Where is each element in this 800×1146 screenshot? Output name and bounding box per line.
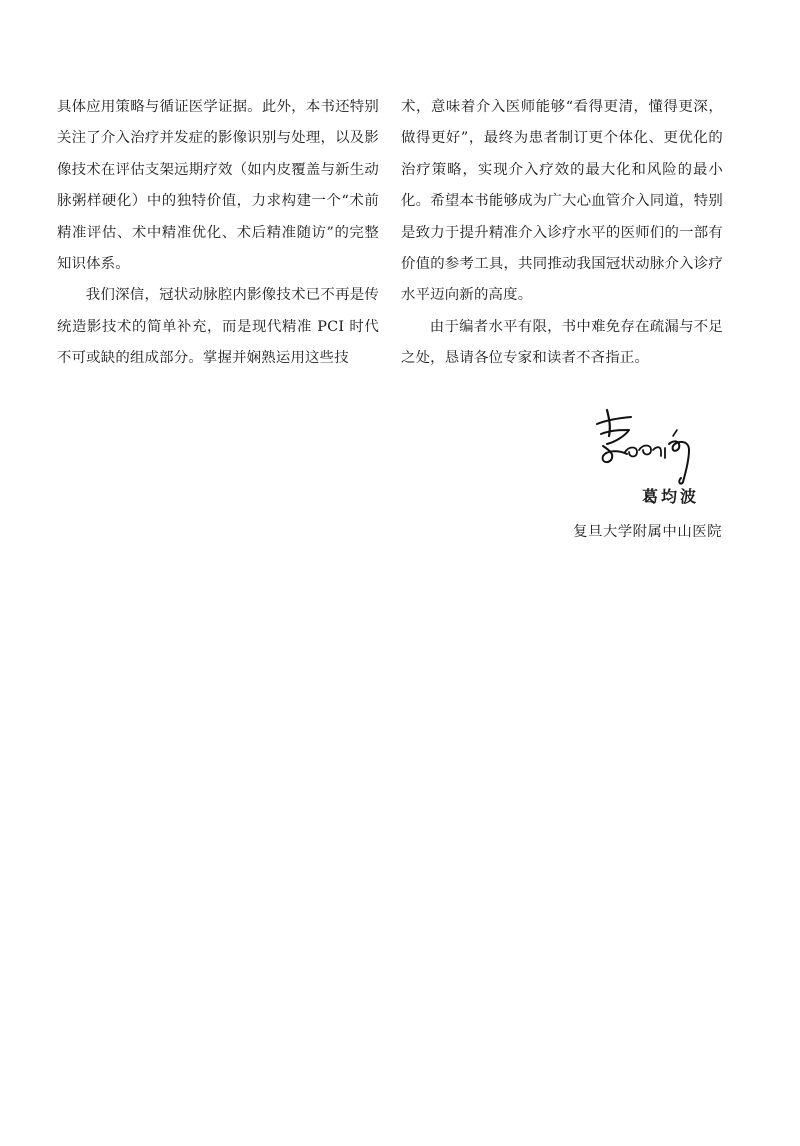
right-paragraph-2: 由于编者水平有限，书中难免存在疏漏与不足之处，恳请各位专家和读者不吝指正。 [401, 318, 723, 367]
left-paragraph-1: 具体应用策略与循证医学证据。此外，本书还特别关注了介入治疗并发症的影像识别与处理，以及影像技术在评估支架远期疗效（如内皮覆盖与新生动脉粥样硬化）中的独特价值，力求构建一个“术前精准评估、术中精准优化、术后精准随访”的完整知识体系。 [57, 99, 379, 273]
handwritten-signature [585, 400, 715, 490]
left-column [57, 92, 379, 375]
left-paragraph-2: 我们深信，冠状动脉腔内影像技术已不再是传统造影技术的简单补充，而是现代精准 PCI 时代不可或缺的组成部分。掌握并娴熟运用这些技 [57, 287, 379, 367]
author-name: 葛均波 [641, 487, 699, 506]
right-column [401, 92, 723, 375]
author-affiliation: 复旦大学附属中山医院 [573, 524, 722, 540]
right-paragraph-1: 术，意味着介入医师能够“看得更清，懂得更深，做得更好”，最终为患者制订更个体化、更优化的治疗策略，实现介入疗效的最大化和风险的最小化。希望本书能够成为广大心血管介入同道，特别是致力于提升精准介入诊疗水平的医师们的一部有价值的参考工具，共同推动我国冠状动脉介入诊疗水平迈向新的高度。 [401, 99, 723, 304]
